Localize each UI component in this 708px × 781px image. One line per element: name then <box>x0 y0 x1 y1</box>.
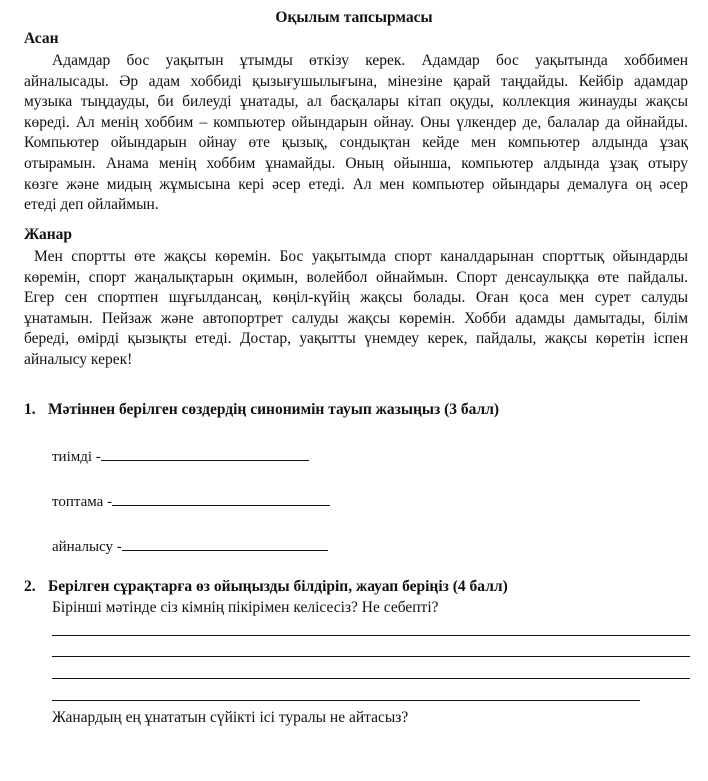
page-title: Оқылым тапсырмасы <box>275 9 433 26</box>
answer-line-4[interactable] <box>52 700 640 701</box>
zhanar-paragraph <box>24 247 688 371</box>
synonym-word-1: тиімді - <box>52 449 101 465</box>
task2-text: Берілген сұрақтарға өз ойыңызды білдіріп, жауап беріңіз (4 балл) <box>48 578 508 595</box>
task2-question-1: Бірінші мәтінде сіз кімнің пікірімен келісесіз? Не себепті? <box>52 599 439 616</box>
task1-heading <box>24 401 499 419</box>
synonym-answer-2[interactable] <box>112 491 330 506</box>
asan-line: айналысады. Әр адам хоббиді қызығушылығына, мінезіне қарай таңдайды. Кейбір адамдар <box>24 72 688 90</box>
task2-number: 2. <box>24 578 36 595</box>
task1-number: 1. <box>24 401 36 418</box>
answer-line-1[interactable] <box>52 635 690 636</box>
zhanar-line: береді, өмірді қызықты етеді. Достар, уақытты үнемдеу керек, пайдалы, жақсы көретін іспен <box>24 330 688 348</box>
synonym-row-1 <box>52 446 309 466</box>
task1-text: Мәтіннен берілген сөздердің синонимін тауып жазыңыз (3 балл) <box>48 401 500 418</box>
asan-line: музыка тыңдауды, би билеуді ұнатады, ал басқалары кітап оқуды, коллекция жинауды жақсы <box>24 93 688 111</box>
synonym-row-2 <box>52 491 330 511</box>
zhanar-line: Егер сен спортпен шұғылдансаң, көңіл-күйің жақсы болады. Оған қоса мен сурет салуды <box>24 289 688 307</box>
zhanar-line: ұнатамын. Пейзаж және автопортрет салуды жақсы көремін. Хобби адамды дамытады, білім <box>24 309 688 327</box>
synonym-word-3: айналысу - <box>52 539 122 555</box>
synonym-word-2: топтама - <box>52 494 113 510</box>
zhanar-heading: Жанар <box>24 226 72 243</box>
asan-line: көзге және мидың жұмысына кері әсер етеді. Ал мен компьютер ойындары демалуға оң әсер <box>24 175 688 193</box>
answer-line-2[interactable] <box>52 656 690 657</box>
zhanar-line: айналысу керек! <box>24 350 133 368</box>
task2-heading <box>24 578 508 596</box>
asan-heading: Асан <box>24 30 59 47</box>
asan-line: көреді. Ал менің хоббим – компьютер ойындарын ойнау. Оны үлкендер де, балалар да ойнайды. <box>24 113 688 131</box>
answer-line-3[interactable] <box>52 678 690 679</box>
zhanar-line: көремін, спорт жаңалықтарын оқимын, волейбол ойнаймын. Спорт денсаулыққа өте пайдалы. <box>24 268 688 286</box>
asan-paragraph <box>24 51 688 216</box>
zhanar-line: Мен спортты өте жақсы көремін. Бос уақытымда спорт каналдарынан спорттық ойындарды <box>34 248 688 265</box>
synonym-row-3 <box>52 536 328 556</box>
synonym-answer-3[interactable] <box>122 536 328 551</box>
asan-line: етеді деп ойлаймын. <box>24 196 159 214</box>
asan-line: Адамдар бос уақытын ұтымды өткізу керек. Адамдар бос уақытында хоббимен <box>52 52 688 69</box>
task2-question-2: Жанардың ең ұнататын сүйікті ісі туралы не айтасыз? <box>52 709 409 726</box>
asan-line: Компьютер ойындарын ойнау өте қызық, сондықтан кейде мен компьютер алдында ұзақ <box>24 134 688 152</box>
synonym-answer-1[interactable] <box>101 446 309 461</box>
asan-line: отырамын. Анама менің хоббим ұнамайды. Оның ойынша, компьютер алдында ұзақ отыру <box>24 154 688 172</box>
